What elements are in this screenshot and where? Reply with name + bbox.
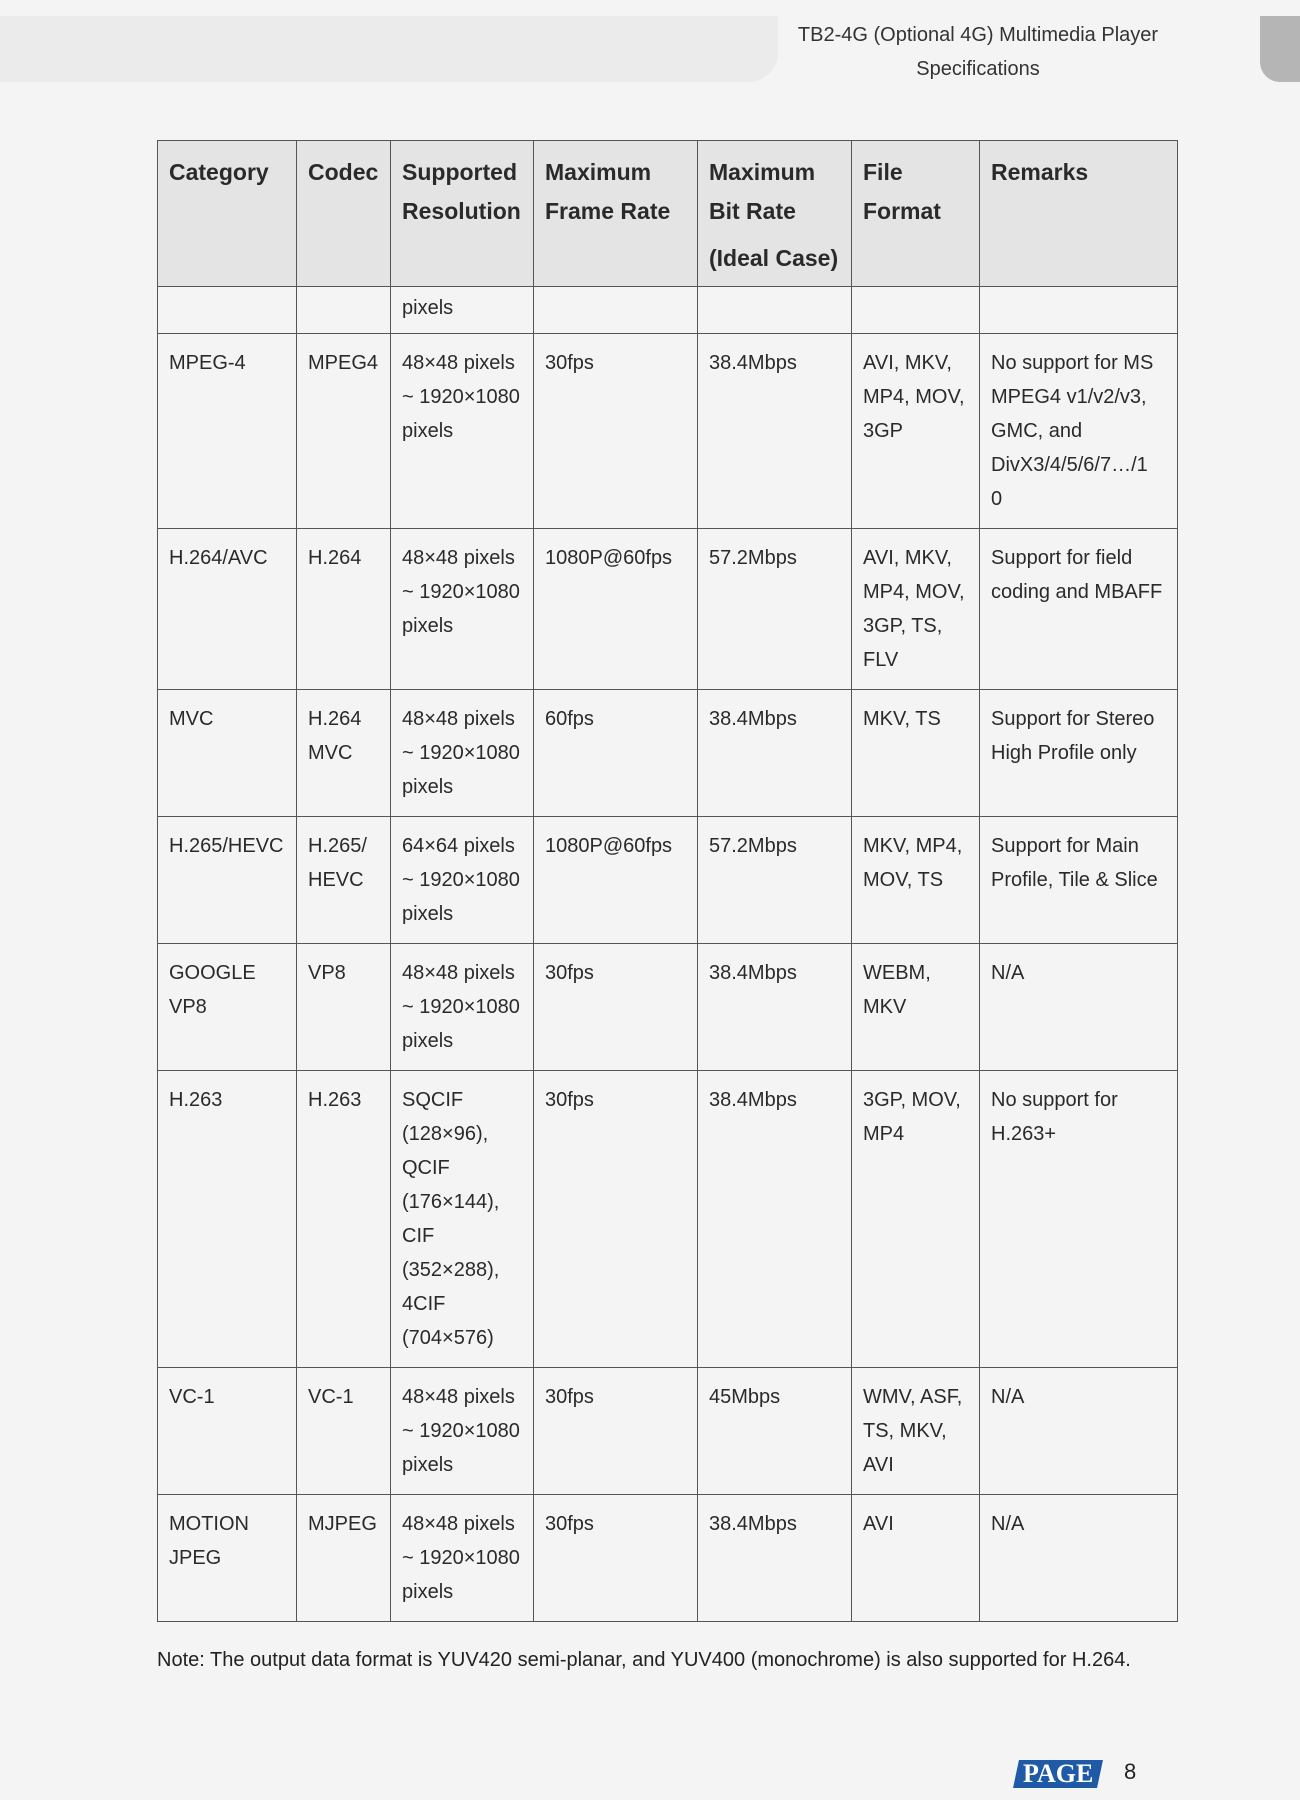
table-cell-bit-rate xyxy=(698,334,852,529)
cell-line: AVI, MKV, xyxy=(863,547,952,569)
cell-line: MP4, MOV, xyxy=(863,386,965,408)
table-cell-remarks xyxy=(980,529,1178,690)
cell-line: VP8 xyxy=(169,996,207,1018)
column-header-bit-rate-line1: Maximum xyxy=(709,159,816,185)
table-header-row xyxy=(158,141,1178,287)
cell-line: VC-1 xyxy=(308,1386,354,1408)
document-title-line1: TB2-4G (Optional 4G) Multimedia Player xyxy=(797,24,1159,46)
column-header-bit-rate-line3: (Ideal Case) xyxy=(709,245,839,271)
cell-line: ~ 1920×1080 xyxy=(402,742,520,764)
cell-line: MPEG4 v1/v2/v3, xyxy=(991,386,1147,408)
cell-line: High Profile only xyxy=(991,742,1137,764)
cell-line: N/A xyxy=(991,962,1025,984)
cell-line: VC-1 xyxy=(169,1386,215,1408)
cell-line: MKV xyxy=(863,996,907,1018)
cell-line: JPEG xyxy=(169,1547,222,1569)
table-cell-codec xyxy=(297,529,391,690)
cell-line: Support for Stereo xyxy=(991,708,1155,730)
cell-line: MOTION xyxy=(169,1513,249,1535)
cell-line: 38.4Mbps xyxy=(709,962,797,984)
codec-spec-table xyxy=(157,140,1178,1622)
cell-line: (176×144), xyxy=(402,1191,500,1213)
cell-line: DivX3/4/5/6/7…/1 xyxy=(991,454,1148,476)
cell-line: 57.2Mbps xyxy=(709,835,797,857)
cell-line: GOOGLE xyxy=(169,962,256,984)
table-cell-category xyxy=(158,334,297,529)
cell-line: H.264 xyxy=(308,547,362,569)
table-row xyxy=(158,944,1178,1071)
cell-line: 3GP, MOV, xyxy=(863,1089,961,1111)
table-cell-resolution xyxy=(391,529,534,690)
cell-line: N/A xyxy=(991,1386,1025,1408)
column-header-bit-rate xyxy=(698,141,852,287)
cell-line: 30fps xyxy=(545,352,594,374)
cell-line: MVC xyxy=(308,742,353,764)
cell-line: 4CIF xyxy=(402,1293,446,1315)
cell-line: SQCIF xyxy=(402,1089,464,1111)
cell-line: CIF xyxy=(402,1225,435,1247)
table-cell-frame-rate xyxy=(534,529,698,690)
cell-line: 64×64 pixels xyxy=(402,835,515,857)
table-cell-file-format xyxy=(852,690,980,817)
column-header-file-format xyxy=(852,141,980,287)
cell-line: pixels xyxy=(402,615,454,637)
table-cell-frame-rate xyxy=(534,690,698,817)
cell-line: 48×48 pixels xyxy=(402,708,515,730)
cell-line: pixels xyxy=(402,903,454,925)
table-cell-resolution xyxy=(391,1071,534,1368)
table-cell-category xyxy=(158,529,297,690)
cell-line: 57.2Mbps xyxy=(709,547,797,569)
cell-line: MPEG-4 xyxy=(169,352,246,374)
column-header-bit-rate-line2: Bit Rate xyxy=(709,198,796,224)
table-cell-bit-rate xyxy=(698,690,852,817)
cell-line: pixels xyxy=(402,1454,454,1476)
cell-line: MJPEG xyxy=(308,1513,377,1535)
table-cell-remarks xyxy=(980,944,1178,1071)
table-cell-category xyxy=(158,944,297,1071)
page-logo-text: PAGE xyxy=(1022,1759,1094,1788)
table-row xyxy=(158,1071,1178,1368)
cell-line: 30fps xyxy=(545,1386,594,1408)
column-header-codec xyxy=(297,141,391,287)
cell-line: 1080P@60fps xyxy=(545,835,673,857)
cell-line: H.264/AVC xyxy=(169,547,268,569)
cell-line: pixels xyxy=(402,420,454,442)
table-cell-codec xyxy=(297,944,391,1071)
table-cell-codec xyxy=(297,690,391,817)
table-cell-bit-rate xyxy=(698,1495,852,1622)
cell-line: No support for xyxy=(991,1089,1118,1111)
cell-line: 1080P@60fps xyxy=(545,547,673,569)
cell-line: H.263 xyxy=(169,1089,223,1111)
table-cell xyxy=(698,287,852,334)
table-cell-category xyxy=(158,690,297,817)
table-row xyxy=(158,334,1178,529)
cell-line: HEVC xyxy=(308,869,364,891)
table-cell-bit-rate xyxy=(698,529,852,690)
cell-line: H.265/HEVC xyxy=(169,835,284,857)
table-cell-frame-rate xyxy=(534,1495,698,1622)
table-cell-file-format xyxy=(852,1495,980,1622)
table-cell-remarks xyxy=(980,690,1178,817)
cell-line: 60fps xyxy=(545,708,594,730)
column-header-frame-rate xyxy=(534,141,698,287)
cell-line: 48×48 pixels xyxy=(402,352,515,374)
cell-line: (352×288), xyxy=(402,1259,500,1281)
table-cell xyxy=(534,287,698,334)
table-cell-resolution xyxy=(391,690,534,817)
table-cell-frame-rate xyxy=(534,1071,698,1368)
table-cell-codec xyxy=(297,334,391,529)
table-cell-codec xyxy=(297,1071,391,1368)
column-header-remarks xyxy=(980,141,1178,287)
column-header-category xyxy=(158,141,297,287)
cell-line: WMV, ASF, xyxy=(863,1386,963,1408)
table-cell-frame-rate xyxy=(534,817,698,944)
cell-line: pixels xyxy=(402,1581,454,1603)
cell-line: H.263+ xyxy=(991,1123,1057,1145)
cell-line: ~ 1920×1080 xyxy=(402,581,520,603)
cell-line: 3GP xyxy=(863,420,904,442)
table-row xyxy=(158,1495,1178,1622)
table-cell-resolution xyxy=(391,334,534,529)
cell-line: H.263 xyxy=(308,1089,362,1111)
column-header-codec-text: Codec xyxy=(308,159,379,185)
column-header-resolution xyxy=(391,141,534,287)
cell-line: 45Mbps xyxy=(709,1386,781,1408)
table-row-continuation xyxy=(158,287,1178,334)
table-cell-remarks xyxy=(980,1495,1178,1622)
table-row xyxy=(158,817,1178,944)
table-cell-bit-rate xyxy=(698,944,852,1071)
table-cell-bit-rate xyxy=(698,1071,852,1368)
table-cell xyxy=(980,287,1178,334)
table-cell-resolution xyxy=(391,1368,534,1495)
cell-line: Support for Main xyxy=(991,835,1139,857)
cell-line: 3GP, TS, xyxy=(863,615,943,637)
column-header-category-text: Category xyxy=(169,159,269,185)
cell-line: QCIF xyxy=(402,1157,450,1179)
cell-line: ~ 1920×1080 xyxy=(402,869,520,891)
table-cell-file-format xyxy=(852,944,980,1071)
cell-line: VP8 xyxy=(308,962,346,984)
table-cell-resolution xyxy=(391,817,534,944)
column-header-frame-rate-line1: Maximum xyxy=(545,159,652,185)
cell-line: H.265/ xyxy=(308,835,367,857)
cell-line: pixels xyxy=(402,776,454,798)
cell-line: ~ 1920×1080 xyxy=(402,1547,520,1569)
table-cell-remarks xyxy=(980,334,1178,529)
cell-line: MP4, MOV, xyxy=(863,581,965,603)
cell-line: 48×48 pixels xyxy=(402,1386,515,1408)
cell-line: No support for MS xyxy=(991,352,1154,374)
document-title-line2: Specifications xyxy=(916,58,1040,80)
table-row xyxy=(158,1368,1178,1495)
cell-line: (704×576) xyxy=(402,1327,494,1349)
cell-line: ~ 1920×1080 xyxy=(402,996,520,1018)
table-cell-remarks xyxy=(980,1071,1178,1368)
cell-line: MPEG4 xyxy=(308,352,379,374)
table-cell-file-format xyxy=(852,817,980,944)
table-cell-codec xyxy=(297,817,391,944)
table-cell-category xyxy=(158,1368,297,1495)
table-cell-file-format xyxy=(852,1368,980,1495)
cell-line: AVI, MKV, xyxy=(863,352,952,374)
cell-line: ~ 1920×1080 xyxy=(402,1420,520,1442)
table-note: Note: The output data format is YUV420 semi-planar, and YUV400 (monochrome) is also supported for H.264. xyxy=(157,1649,1131,1671)
table-cell-frame-rate xyxy=(534,1368,698,1495)
table-cell-file-format xyxy=(852,334,980,529)
table-cell xyxy=(297,287,391,334)
table-cell-remarks xyxy=(980,817,1178,944)
cell-line: 48×48 pixels xyxy=(402,962,515,984)
cell-line: AVI xyxy=(863,1454,894,1476)
cell-line: TS, MKV, xyxy=(863,1420,947,1442)
table-cell-category xyxy=(158,1495,297,1622)
cell-line: AVI xyxy=(863,1513,894,1535)
table-cell-bit-rate xyxy=(698,1368,852,1495)
cell-line: 38.4Mbps xyxy=(709,1089,797,1111)
table-cell-codec xyxy=(297,1495,391,1622)
table-cell-frame-rate xyxy=(534,944,698,1071)
column-header-remarks-text: Remarks xyxy=(991,159,1089,185)
column-header-resolution-line2: Resolution xyxy=(402,198,521,224)
column-header-file-format-line2: Format xyxy=(863,198,941,224)
cell-line: ~ 1920×1080 xyxy=(402,386,520,408)
table-cell-codec xyxy=(297,1368,391,1495)
table-cell-file-format xyxy=(852,529,980,690)
table-cell xyxy=(158,287,297,334)
page-number: 8 xyxy=(1124,1759,1137,1784)
table-row xyxy=(158,529,1178,690)
cell-line: 48×48 pixels xyxy=(402,547,515,569)
cell-line: pixels xyxy=(402,1030,454,1052)
table-cell-bit-rate xyxy=(698,817,852,944)
cell-line: MP4 xyxy=(863,1123,905,1145)
cell-line: MOV, TS xyxy=(863,869,944,891)
table-cell xyxy=(852,287,980,334)
corner-tab xyxy=(1260,16,1300,82)
cell-line: 30fps xyxy=(545,962,594,984)
page-logo xyxy=(1013,1760,1103,1788)
cell-line: N/A xyxy=(991,1513,1025,1535)
cell-line: pixels xyxy=(402,297,454,319)
table-body xyxy=(158,287,1178,1622)
cell-line: 38.4Mbps xyxy=(709,708,797,730)
table-cell-file-format xyxy=(852,1071,980,1368)
cell-line: MKV, MP4, xyxy=(863,835,963,857)
table-cell-resolution xyxy=(391,1495,534,1622)
table-row xyxy=(158,690,1178,817)
cell-line: MVC xyxy=(169,708,214,730)
cell-line: 0 xyxy=(991,488,1003,510)
column-header-file-format-line1: File xyxy=(863,159,903,185)
cell-line: 48×48 pixels xyxy=(402,1513,515,1535)
cell-line: Profile, Tile & Slice xyxy=(991,869,1158,891)
cell-line: H.264 xyxy=(308,708,362,730)
column-header-resolution-line1: Supported xyxy=(402,159,517,185)
table-cell-frame-rate xyxy=(534,334,698,529)
header-band xyxy=(0,16,778,82)
cell-line: 30fps xyxy=(545,1089,594,1111)
document-title xyxy=(768,18,1188,86)
cell-line: Support for field xyxy=(991,547,1133,569)
table-cell-resolution xyxy=(391,944,534,1071)
cell-line: 30fps xyxy=(545,1513,594,1535)
cell-line: 38.4Mbps xyxy=(709,1513,797,1535)
cell-line: MKV, TS xyxy=(863,708,941,730)
table-cell xyxy=(391,287,534,334)
table-cell-category xyxy=(158,1071,297,1368)
cell-line: (128×96), xyxy=(402,1123,489,1145)
table-cell-remarks xyxy=(980,1368,1178,1495)
cell-line: GMC, and xyxy=(991,420,1083,442)
table-cell-category xyxy=(158,817,297,944)
cell-line: 38.4Mbps xyxy=(709,352,797,374)
cell-line: coding and MBAFF xyxy=(991,581,1163,603)
cell-line: FLV xyxy=(863,649,899,671)
cell-line: WEBM, xyxy=(863,962,931,984)
column-header-frame-rate-line2: Frame Rate xyxy=(545,198,671,224)
